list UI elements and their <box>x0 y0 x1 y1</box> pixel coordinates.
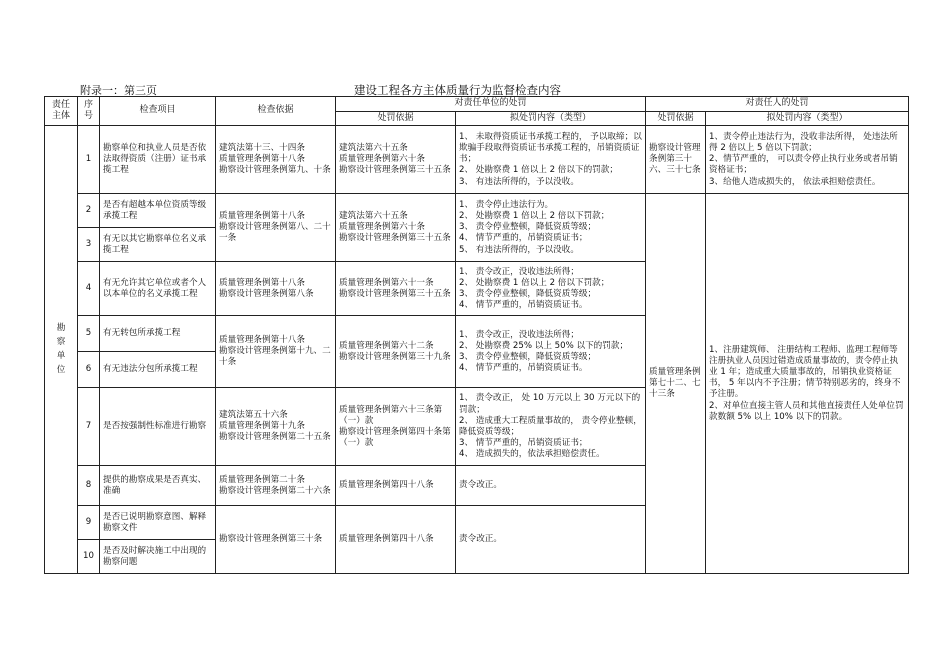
basis-cell: 质量管理条例第十八条 勘察设计管理条例第八、二十一条 <box>216 194 336 262</box>
seq-cell: 2 <box>78 194 100 228</box>
unit-content-cell: 责令改正。 <box>456 506 646 574</box>
col-basis: 检查依据 <box>216 97 336 126</box>
item-cell: 有无转包所承揽工程 <box>100 316 216 352</box>
seq-cell: 6 <box>78 352 100 388</box>
table-row <box>45 194 909 228</box>
subject-text: 勘察单位 <box>56 323 66 375</box>
seq-cell: 8 <box>78 466 100 506</box>
seq-cell: 9 <box>78 506 100 540</box>
appendix-label: 附录一：第三页 <box>80 84 157 97</box>
unit-content-cell: 1、 未取得资质证书承揽工程的， 予以取缔；以欺骗手段取得资质证书承揽工程的，吊销资质证书； 2、 处勘察费 1 倍以上 2 倍以下的罚款； 3、 有违法所得的，予以没收。 <box>456 126 646 194</box>
item-cell: 提供的勘察成果是否真实、准确 <box>100 466 216 506</box>
person-content-cell: 1、注册建筑师、 注册结构工程师、监理工程师等注册执业人员因过错造成质量事故的，责令停止执业 1 年；造成重大质量事故的，吊销执业资格证书， 5 年以内不予注册；情节特别恶劣的，终身不予注册。 2、对单位直接主管人员和其他直接责任人处单位罚款数额 5% 以上 10% 以下的罚款。 <box>706 194 909 574</box>
seq-cell: 10 <box>78 540 100 574</box>
basis-cell: 质量管理条例第十八条 勘察设计管理条例第八条 <box>216 262 336 316</box>
basis-cell: 质量管理条例第十八条 勘察设计管理条例第十九、二十条 <box>216 316 336 388</box>
seq-cell: 1 <box>78 126 100 194</box>
item-cell: 是否已说明勘察意图、解释勘察文件 <box>100 506 216 540</box>
item-cell: 有无以其它勘察单位名义承揽工程 <box>100 228 216 262</box>
person-basis-cell: 质量管理条例第七十二、七十三条 <box>646 194 706 574</box>
item-cell: 勘察单位和执业人员是否依法取得资质（注册）证书承揽工程 <box>100 126 216 194</box>
unit-basis-cell: 质量管理条例第六十二条 勘察设计管理条例第三十九条 <box>336 316 456 388</box>
unit-basis-cell: 质量管理条例第六十三条第（一）款 勘察设计管理条例第四十条第（一）款 <box>336 388 456 466</box>
col-unit-group: 对责任单位的处罚 <box>336 97 646 112</box>
item-cell: 是否及时解决施工中出现的勘察问题 <box>100 540 216 574</box>
basis-cell: 建筑法第十三、十四条 质量管理条例第十八条 勘察设计管理条例第九、十条 <box>216 126 336 194</box>
unit-basis-cell: 建筑法第六十五条 质量管理条例第六十条 勘察设计管理条例第三十五条 <box>336 126 456 194</box>
item-cell: 是否按强制性标准进行勘察 <box>100 388 216 466</box>
inspection-table <box>44 96 909 574</box>
item-cell: 是否有超越本单位资质等级承揽工程 <box>100 194 216 228</box>
unit-basis-cell: 建筑法第六十五条 质量管理条例第六十条 勘察设计管理条例第三十五条 <box>336 194 456 262</box>
col-person-group: 对责任人的处罚 <box>646 97 909 112</box>
unit-content-cell: 1、 责令停止违法行为。 2、 处勘察费 1 倍以上 2 倍以下罚款； 3、 责令停业整顿，降低资质等级； 4、 情节严重的，吊销资质证书； 5、 有违法所得的，予以没收。 <box>456 194 646 262</box>
item-cell: 有无允许其它单位或者个人以本单位的名义承揽工程 <box>100 262 216 316</box>
unit-basis-cell: 质量管理条例第四十八条 <box>336 506 456 574</box>
col-unit-basis: 处罚依据 <box>336 111 456 126</box>
col-person-content: 拟处罚内容（类型） <box>706 111 909 126</box>
seq-cell: 7 <box>78 388 100 466</box>
col-subject: 责任主体 <box>45 97 78 126</box>
col-seq: 序号 <box>78 97 100 126</box>
unit-content-cell: 1、 责令改正， 处 10 万元以上 30 万元以下的罚款； 2、 造成重大工程质量事故的， 责令停业整顿，降低资质等级； 3、 情节严重的，吊销资质证书； 4、 造成损失的，依法承担赔偿责任。 <box>456 388 646 466</box>
col-item: 检查项目 <box>100 97 216 126</box>
seq-cell: 3 <box>78 228 100 262</box>
item-cell: 有无违法分包所承揽工程 <box>100 352 216 388</box>
col-person-basis: 处罚依据 <box>646 111 706 126</box>
basis-cell: 质量管理条例第二十条 勘察设计管理条例第二十六条 <box>216 466 336 506</box>
person-content-cell: 1、责令停止违法行为，没收非法所得， 处违法所得 2 倍以上 5 倍以下罚款； 2、情节严重的， 可以责令停止执行业务或者吊销资格证书； 3、给他人造成损失的， 依法承担赔偿责任。 <box>706 126 909 194</box>
unit-basis-cell: 质量管理条例第四十八条 <box>336 466 456 506</box>
page-title: 建设工程各方主体质量行为监督检查内容 <box>354 83 561 97</box>
basis-cell: 建筑法第五十六条 质量管理条例第十九条 勘察设计管理条例第二十五条 <box>216 388 336 466</box>
table-row <box>45 126 909 194</box>
unit-content-cell: 1、 责令改正，没收违法所得； 2、 处勘察费 25% 以上 50% 以下的罚款； 3、 责令停业整顿，降低资质等级； 4、 情节严重的，吊销资质证书。 <box>456 316 646 388</box>
person-basis-cell: 勘察设计管理条例第三十六、三十七条 <box>646 126 706 194</box>
basis-cell: 勘察设计管理条例第三十条 <box>216 506 336 574</box>
subject-cell <box>45 126 78 574</box>
seq-cell: 5 <box>78 316 100 352</box>
unit-content-cell: 责令改正。 <box>456 466 646 506</box>
seq-cell: 4 <box>78 262 100 316</box>
col-unit-content: 拟处罚内容（类型） <box>456 111 646 126</box>
unit-content-cell: 1、 责令改正，没收违法所得； 2、 处勘察费 1 倍以上 2 倍以下罚款； 3、 责令停业整顿，降低资质等级； 4、 情节严重的，吊销资质证书。 <box>456 262 646 316</box>
unit-basis-cell: 质量管理条例第六十一条 勘察设计管理条例第三十五条 <box>336 262 456 316</box>
